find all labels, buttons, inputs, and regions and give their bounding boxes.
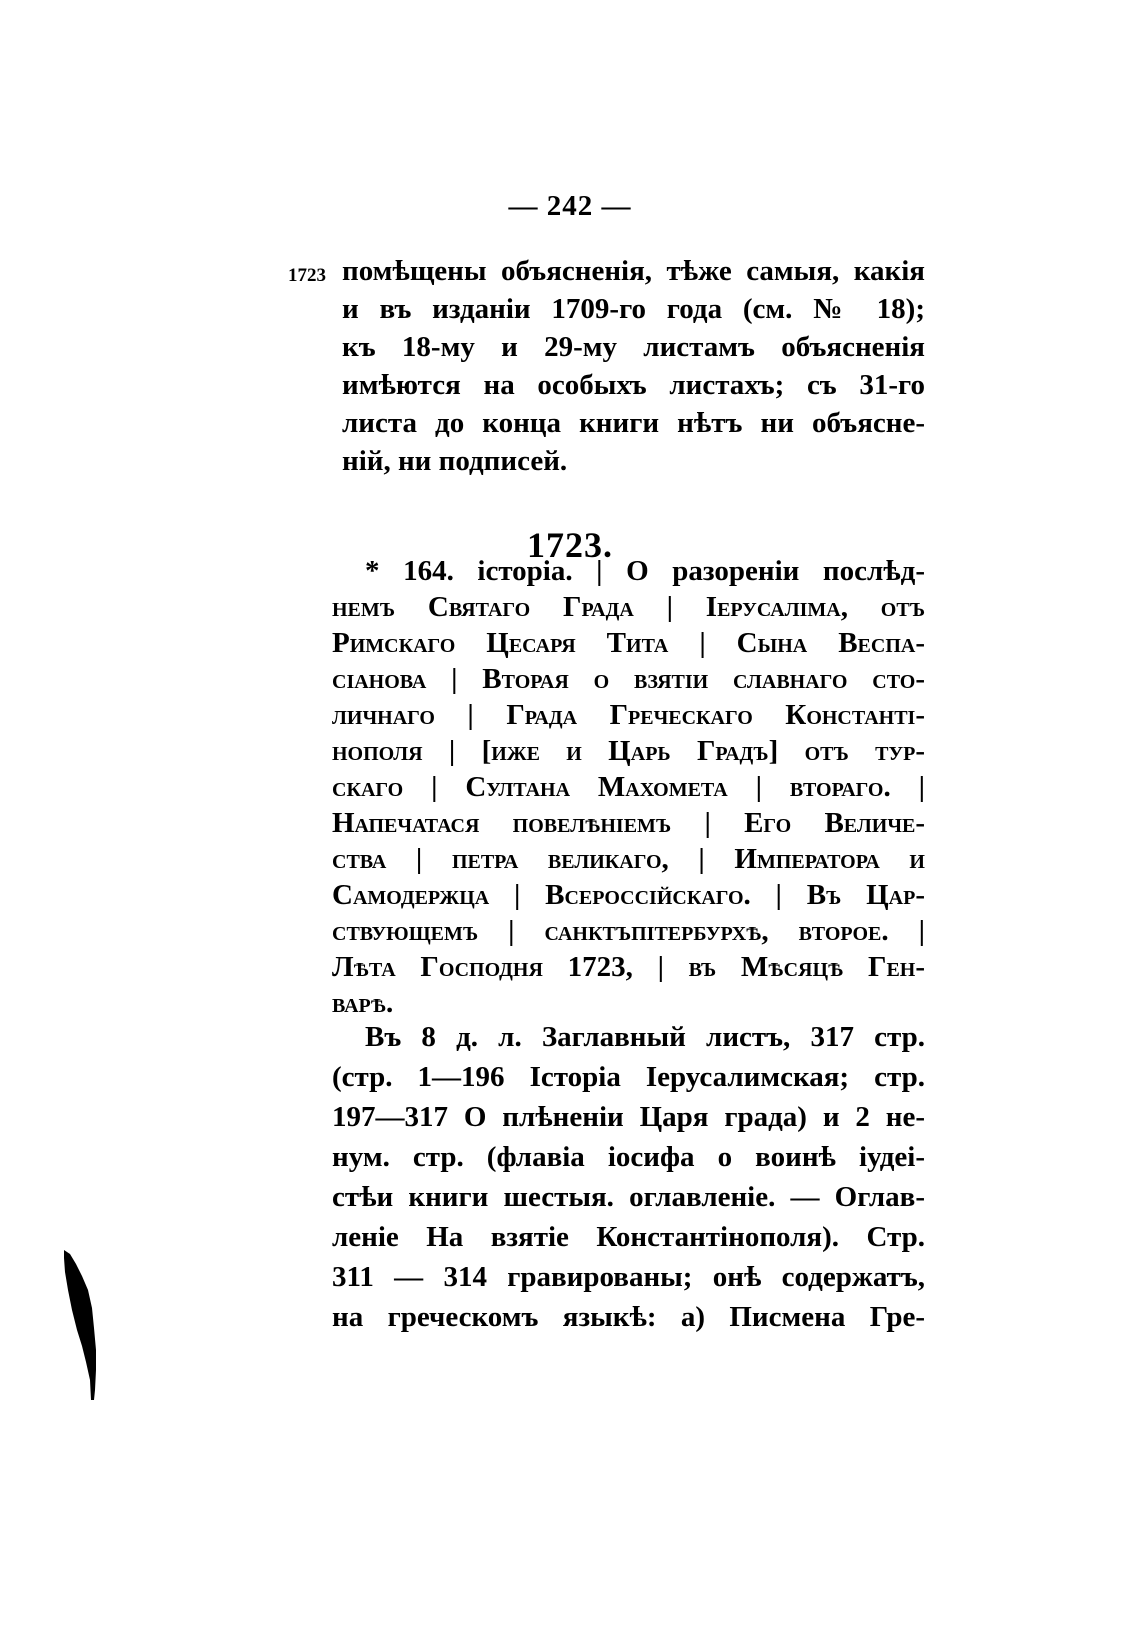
- entry-line: Лѣта Господня 1723, | въ Мѣсяцѣ Ген-: [332, 951, 925, 983]
- description-line: 197—317 О плѣненіи Царя града) и 2 не-: [332, 1101, 925, 1133]
- entry-line: варѣ.: [332, 987, 394, 1019]
- entry-line: Самодержца | Всероссійскаго. | Въ Цар-: [332, 879, 925, 911]
- page-number: — 242 —: [508, 190, 632, 222]
- text-line: къ 18-му и 29-му листамъ объясненія: [342, 331, 925, 363]
- entry-line: немъ Святаго Града | Іерусаліма, отъ: [332, 591, 925, 623]
- entry-line: Напечатася повелѣніемъ | Его Величе-: [332, 807, 925, 839]
- year-heading: 1723.: [527, 525, 613, 565]
- description-line: Въ 8 д. л. Заглавный листъ, 317 стр.: [365, 1021, 925, 1053]
- entry-line: ства | петра великаго, | Императора и: [332, 843, 925, 875]
- entry-line: нополя | [иже и Царь Градъ] отъ тур-: [332, 735, 925, 767]
- description-line: 311 — 314 гравированы; онѣ содержатъ,: [332, 1261, 925, 1293]
- description-line: стѣи книги шестыя. оглавленіе. — Оглав-: [332, 1181, 925, 1213]
- entry-line: * 164. історіа. | О разореніи послѣд-: [365, 555, 925, 587]
- text-line: имѣются на особыхъ листахъ; съ 31-го: [342, 369, 925, 401]
- description-line: (стр. 1—196 Історіа Іерусалимская; стр.: [332, 1061, 925, 1093]
- text-line: помѣщены объясненія, тѣже самыя, какія: [342, 255, 925, 287]
- text-line: ній, ни подписей.: [342, 445, 568, 477]
- text-line: и въ изданіи 1709-го года (см. № 18);: [342, 293, 925, 325]
- description-line: на греческомъ языкѣ: а) Писмена Гре-: [332, 1301, 925, 1333]
- entry-line: скаго | Султана Махомета | втораго. |: [332, 771, 925, 803]
- description-line: леніе На взятіе Константінополя). Стр.: [332, 1221, 925, 1253]
- text-line: листа до конца книги нѣтъ ни объясне-: [342, 407, 925, 439]
- entry-line: Римскаго Цесаря Тита | Сына Веспа-: [332, 627, 925, 659]
- scan-margin-mark: [62, 1250, 98, 1400]
- entry-line: личнаго | Града Греческаго Константі-: [332, 699, 925, 731]
- description-line: нум. стр. (флавіа іосифа о воинѣ іудеі-: [332, 1141, 925, 1173]
- entry-line: ствующемъ | санктъпітербурхѣ, второе. |: [332, 915, 925, 947]
- margin-year: 1723: [288, 265, 326, 286]
- entry-line: сіанова | Вторая о взятіи славнаго сто-: [332, 663, 925, 695]
